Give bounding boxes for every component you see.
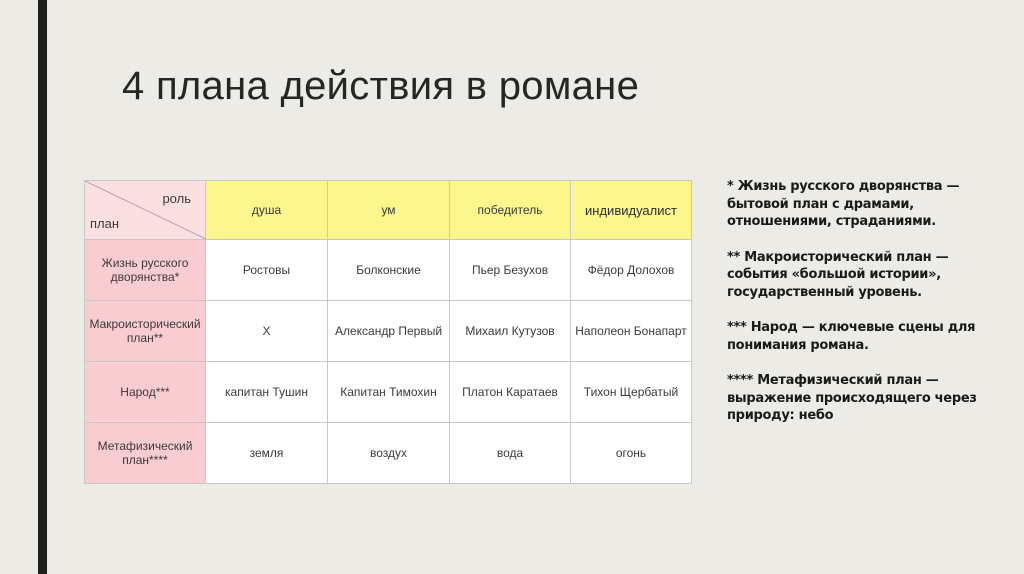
table-row [85,362,692,423]
table-cell: Болконские [328,240,450,301]
table-row [85,423,692,484]
table-cell: Михаил Кутузов [450,301,571,362]
row-header: Метафизический план**** [85,423,206,484]
table-corner-cell [85,181,206,240]
table-cell: Х [206,301,328,362]
table-cell: огонь [571,423,692,484]
table-cell: земля [206,423,328,484]
table-cell: Александр Первый [328,301,450,362]
footnote: **** Метафизический план — выражение происходящего через природу: небо [727,373,977,423]
footnote: *** Народ — ключевые сцены для понимания романа. [727,320,976,353]
table-cell: Фёдор Долохов [571,240,692,301]
column-header: индивидуалист [571,181,692,240]
left-accent-bar [38,0,47,574]
plans-table [84,180,691,483]
footnote: * Жизнь русского дворянства — бытовой план с драмами, отношениями, страданиями. [727,179,960,229]
corner-plan-label: план [90,216,120,231]
table-cell: Ростовы [206,240,328,301]
table-cell: Пьер Безухов [450,240,571,301]
row-header: Макроисторический план** [85,301,206,362]
table-row [85,301,692,362]
table-row [85,240,692,301]
table-cell: Платон Каратаев [450,362,571,423]
row-header: Народ*** [85,362,206,423]
table-cell: Капитан Тимохин [328,362,450,423]
row-header: Жизнь русского дворянства* [85,240,206,301]
table-cell: Наполеон Бонапарт [571,301,692,362]
table-cell: Тихон Щербатый [571,362,692,423]
footnote: ** Макроисторический план — события «большой истории», государственный уровень. [727,249,949,300]
footnotes [727,178,1007,443]
table-cell: вода [450,423,571,484]
slide-title: 4 плана действия в романе [122,64,640,108]
column-header: душа [206,181,328,240]
corner-role-label: роль [162,191,191,206]
table-cell: воздух [328,423,450,484]
column-header: победитель [450,181,571,240]
column-header: ум [328,181,450,240]
table-cell: капитан Тушин [206,362,328,423]
